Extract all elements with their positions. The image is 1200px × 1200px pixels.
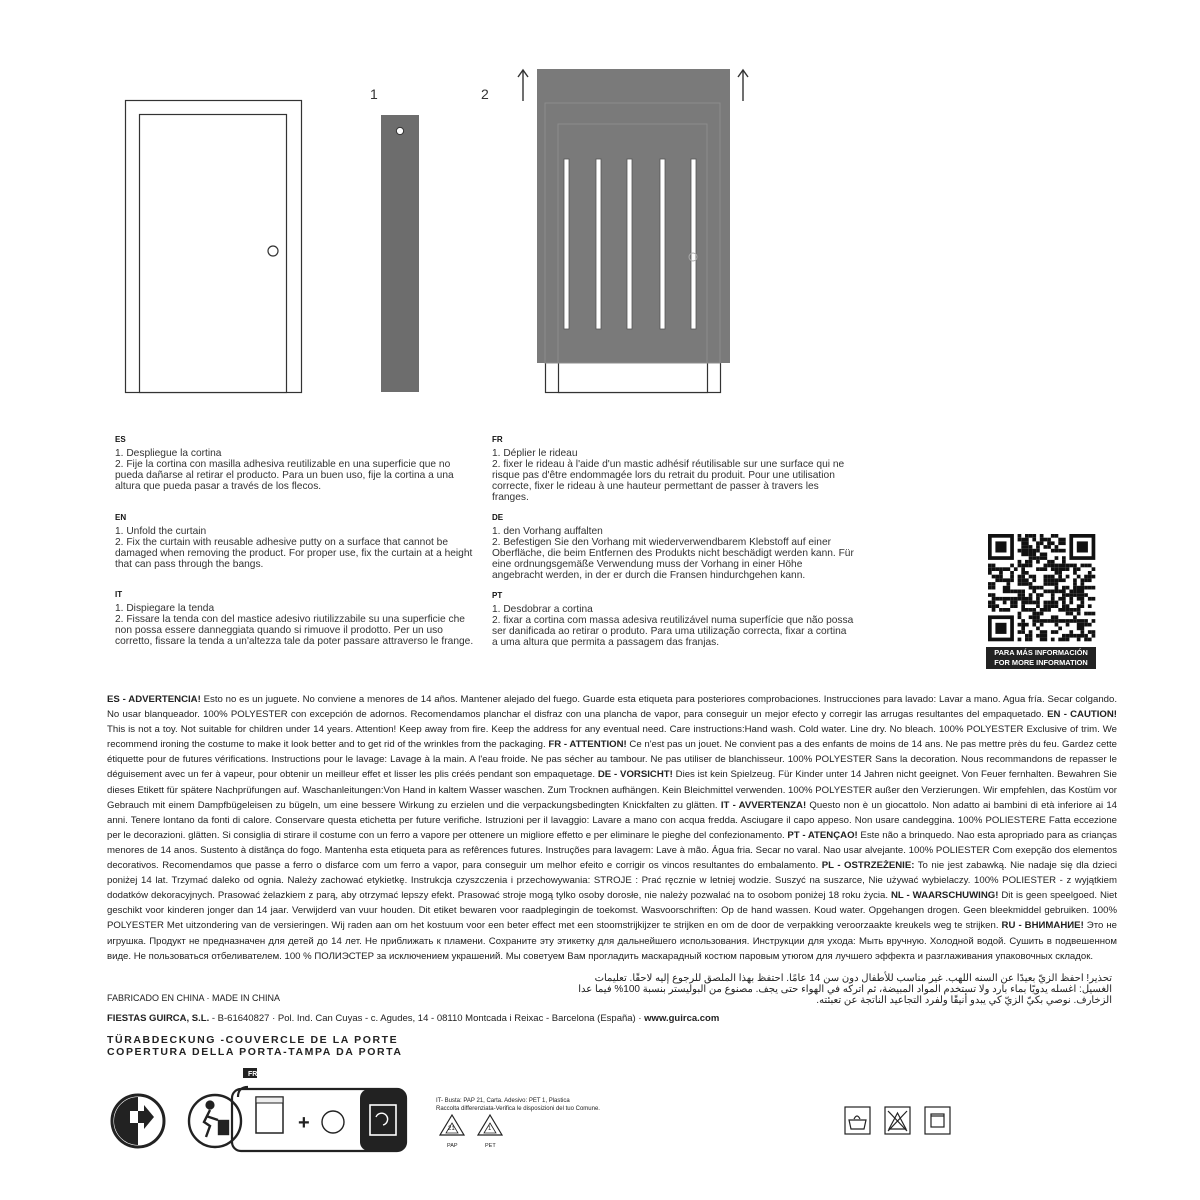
- step-2-number: 2: [481, 86, 489, 102]
- step-1-number: 1: [370, 86, 378, 102]
- language-code: PT: [492, 591, 503, 600]
- warning-heading: ES - ADVERTENCIA!: [107, 694, 201, 705]
- company-details: - B-61640827 · Pol. Ind. Can Cuyas - c. Agudes, 14 - 08110 Montcada i Reixac - Barcelona (España) ·: [209, 1013, 645, 1024]
- warning-heading: PL - OSTRZEŻENIE:: [821, 860, 915, 872]
- instructions-text: 1. Despliegue la cortina 2. Fije la cortina con masilla adhesiva reutilizable en una superficie que no pueda dañarse al retirar el producto. Para un buen uso, fije la cortina a una altura que pueda pasar a través de los flecos.: [115, 448, 454, 492]
- pet-code: 1: [488, 1126, 492, 1132]
- language-code: FR: [492, 435, 503, 444]
- instructions-text: 1. Déplier le rideau 2. fixer le rideau à l'aide d'un mastic adhésif réutilisable sur une surface qui ne risque pas d'être endommagée lors du retrait du produit. Pour une utilisation correcte, fixer le rideau à une hauteur permettant de passer à travers les franges.: [492, 448, 845, 503]
- triman-fr-badge: FR: [248, 1071, 258, 1078]
- it-recycling-note: [436, 1097, 600, 1113]
- pap-recycling-icon: [440, 1115, 464, 1135]
- it-recycling-note-line-1: IT- Busta: PAP 21, Carta. Adesivo: PET 1, Plastica: [436, 1098, 570, 1104]
- door-illustration: [126, 101, 302, 393]
- instructions-text: 1. Dispiegare la tenda 2. Fissare la tenda con del mastice adesivo riutilizzabile su una superficie che non possa essere danneggiata quando si rimuove il prodotto. Per un uso corretto, fissare la tenda a un'altezza tale da poter passare attraverso le frange.: [115, 603, 474, 647]
- warning-heading: DE - VORSICHT!: [597, 769, 673, 781]
- triman-icon: [232, 1068, 406, 1151]
- do-not-bleach-icon: [885, 1107, 910, 1134]
- curtain-on-door-illustration: [518, 69, 748, 393]
- arabic-warning: تحذير! احفظ الزيّ بعيدًا عن السنه اللهب. غير مناسب للأطفال دون سن 14 عامًا. احتفظ بهذا الملصق للرجوع إليه لاحقًا. تعليمات الغسيل: اغسله يدويًا بماء بارد ولا تستخدم المواد المبيضة، ثم اتركه في الهواء حتى يجف. مصنوع من البوليستر بنسبة 100% فيما عدا الزخارف. نوصي بكيّ الزيّ كي يبدو أنيقًا ولفرد التجاعيد الناتجة عن تعبئته.: [578, 973, 1112, 1006]
- language-code: EN: [115, 513, 127, 522]
- door-knob: [268, 246, 278, 256]
- warning-heading: PT - ATENÇAO!: [787, 829, 858, 841]
- warning-text: To nie jest zabawką. Nie nadaje się dla dzieci poniżej 14 lat. Trzymać daleko od ognia. Należy zachować etykietkę. Instrukcja czyszczenia i przechowywania: STROJE : Prać ręcznie w letniej wodzie. Suszyć na suszarce, Nie używać wybielaczy. 100% POLIESTER - z wyjątkiem dodatków dekoracyjnych. Prasować żelazkiem z parą, aby otrzymać lepszy efekt. Prasować stroje mogą tylko osoby dorosłe, nie należy pozwalać na to osobom poniżej 18 roku życia.: [107, 860, 1117, 902]
- warning-text: Это не игрушка. Продукт не предназначен для детей до 14 лет. Не приближать к пламени. Сохраните эту этикетку для дальнейшего использования. Инструкции для ухода: Мыть вручную. Холодной водой. Сушить в подвешенном виде. Не пользоваться отбеливателем. 100 % ПОЛИЭСТЕР за исключением украшений. Мы советуем Вам прогладить маскарадный костюм паровым утюгом для лучшего эффекта и разглаживания упаковочных складок.: [107, 920, 1117, 962]
- language-code: ES: [115, 435, 126, 444]
- qr-code[interactable]: [986, 532, 1096, 646]
- green-dot-icon: [112, 1095, 164, 1147]
- instructions-pt: [492, 590, 854, 648]
- instructions-fr: [492, 434, 854, 503]
- qr-label-line-1: PARA MÁS INFORMACIÓN: [994, 648, 1088, 657]
- up-arrow-icon: [738, 70, 748, 101]
- instructions-en: [115, 512, 475, 570]
- warning-text: Dies ist kein Spielzeug. Für Kinder unter 14 Jahren nicht geeignet. Von Feuer fernhalten. Bewahren Sie dieses Etikett für spätere Nachprüfungen auf. Waschanleitungen:Von Hand in kaltem Wasser waschen. Zum Trocknen aufhängen. Kein Bleichmittel verwenden. 100% POLYESTER außer den Verzierungen. Wir empfehlen, das Kostüm vor Gebrauch mit einem Dampfbügeleisen zu bügeln, um eine bessere Wirkung zu erzielen und die verpackungsbedingten Knickfalten zu glätten.: [107, 769, 1117, 811]
- warning-text: Dit is geen speelgoed. Niet geschikt voor kinderen jonger dan 14 jaar. Verwijderd van vuur houden. Dit etiket bewaren voor raadplegingin de toekomst. Wasvoorschriften: Op de hand wassen. Koud water. Opgehangen drogen. Geen bleekmiddel gebruiken. 100% POLYESTER Met uitzondering van de versieringen. Wij raden aan om het kostuum voor een beter effect met een stoomstrijkijzer te strijken en om de door de verpakking veroorzaakte kreukels weg te strijken.: [107, 890, 1117, 932]
- warning-heading: NL - WAARSCHUWING!: [890, 890, 999, 902]
- warning-heading: EN - CAUTION!: [1047, 709, 1117, 721]
- pap-code: 21: [448, 1126, 455, 1132]
- folded-curtain-illustration: [381, 115, 419, 392]
- instructions-de: [492, 512, 854, 581]
- installation-diagram: [0, 0, 1200, 420]
- made-in-china: FABRICADO EN CHINA · MADE IN CHINA: [107, 993, 281, 1003]
- qr-label: [986, 647, 1096, 669]
- svg-text:+: +: [298, 1112, 310, 1134]
- warning-text: Este não a brinquedo. Nao esta apropriado para as crianças menores de 14 anos. Sustento à distãnça do fogo. Mantenha esta etiqueta para as refêrences futures. Instruções para lavagem: Lave à mão. Água fria. Secar no varal. Nao usar alvejante. 100% POLIESTER Com exepção dos elementos decorativos. Recomendamos que passe a ferro o disfarce com um ferro a vapor, para conseguir um melhor efeito e corrigir os vincos resultantes do embalamento.: [107, 829, 1117, 872]
- pap-label: PAP: [447, 1143, 458, 1149]
- instructions-es: [115, 434, 475, 492]
- safety-warnings: [107, 692, 1117, 964]
- warning-text: Ce n'est pas un jouet. Ne convient pas a des enfants de moins de 14 ans. Ne pas mettre près du feu. Gardez cette étiquette pour de futures vérifications. Instructions pour le lavage: Lavage à la main. A l'eau froide. Ne pas sécher au tambour. Ne pas utiliser de blanchisseur. 100% POLYESTER Sans la decoration. Nous recommandons de repasser le déguisement avec un fer à vapeur, pour obtenir un meilleur effet et lisser les plis créés pendant son empaquetage.: [107, 739, 1117, 781]
- company-name: FIESTAS GUIRCA, S.L.: [107, 1013, 210, 1024]
- hand-wash-icon: [845, 1107, 870, 1134]
- up-arrow-icon: [518, 70, 528, 101]
- instructions-text: 1. den Vorhang auffalten 2. Befestigen Sie den Vorhang mit wiederverwendbarem Klebstoff auf einer Oberfläche, die beim Entfernen des Produkts nicht beschädigt werden kann. Für eine ordnungsgemäße Verwendung muss der Vorhang in einer Höhe angebracht werden, in der er durch die Fransen hindurchgehen kann.: [492, 526, 854, 581]
- it-recycling-note-line-2: Raccolta differenziata-Verifica le disposizioni del tuo Comune.: [436, 1106, 600, 1112]
- language-code: IT: [115, 590, 123, 599]
- line-dry-icon: [925, 1107, 950, 1134]
- warning-heading: FR - ATTENTION!: [548, 739, 627, 751]
- pet-label: PET: [485, 1143, 496, 1149]
- warning-heading: RU - ВНИМАНИЕ!: [1001, 920, 1084, 932]
- warning-text: This is not a toy. Not suitable for children under 14 years. Attention! Keep away from fire. Keep the address for any eventual need. Care instructions:Hand wash. Cold water. Line dry. No bleach. 100% POLYESTER Exclusive of trim. We recommend ironing the costume to make it look better and to get rid of the wrinkles from the packaging.: [107, 724, 1117, 751]
- pet-recycling-icon: [478, 1115, 502, 1135]
- warning-text: Questo non è un giocattolo. Non adatto ai bambini di età inferiore ai 14 anni. Tenere lontano da fonti di calore. Conservare questa etichetta per future verifiche. Istruzioni per il lavaggio: Lavare a mano con acqua fredda. Asciugare il capo appeso. Non usare candeggina. 100% POLIESTERE Fatta eccezione per le decorazioni. glätten. Si consiglia di stirare il costume con un ferro a vapore per ottenere un migliore effetto e per eliminare le pieghe del confezionamento.: [107, 799, 1117, 841]
- company-line: [107, 1013, 719, 1024]
- warning-text: Esto no es un juguete. No conviene a menores de 14 años. Mantener alejado del fuego. Guarde esta etiqueta para posteriores comprobaciones. Instrucciones para lavado: Lavar a mano. Agua fría. Secar colgando. No usar blanqueador. 100% POLYESTER con excepción de adornos. Recomendamos planchar el disfraz con una plancha de vapor, para conseguir un mejor efecto y corregir las arrugas resultantes del empaquetado.: [107, 694, 1117, 721]
- product-name-line-1: TÜRABDECKUNG -COUVERCLE DE LA PORTE: [107, 1034, 399, 1046]
- qr-label-line-2: FOR MORE INFORMATION: [994, 658, 1088, 667]
- warning-heading: IT - AVVERTENZA!: [720, 799, 807, 811]
- tidyman-icon: [189, 1095, 241, 1147]
- company-website[interactable]: www.guirca.com: [644, 1013, 720, 1024]
- language-code: DE: [492, 513, 504, 522]
- product-name-line-2: COPERTURA DELLA PORTA-TAMPA DA PORTA: [107, 1046, 403, 1058]
- instructions-text: 1. Desdobrar a cortina 2. fixar a cortina com massa adesiva reutilizável numa superfície que não possa ser danificada ao retirar o produto. Para uma utilização correcta, fixar a cortina a uma altura que permita a passagem das franjas.: [492, 604, 854, 648]
- recycling-icons: [100, 1065, 1100, 1165]
- instructions-it: [115, 589, 475, 647]
- instructions-text: 1. Unfold the curtain 2. Fix the curtain with reusable adhesive putty on a surface that cannot be damaged when removing the product. For proper use, fix the curtain at a height that can pass through the bangs.: [115, 526, 473, 570]
